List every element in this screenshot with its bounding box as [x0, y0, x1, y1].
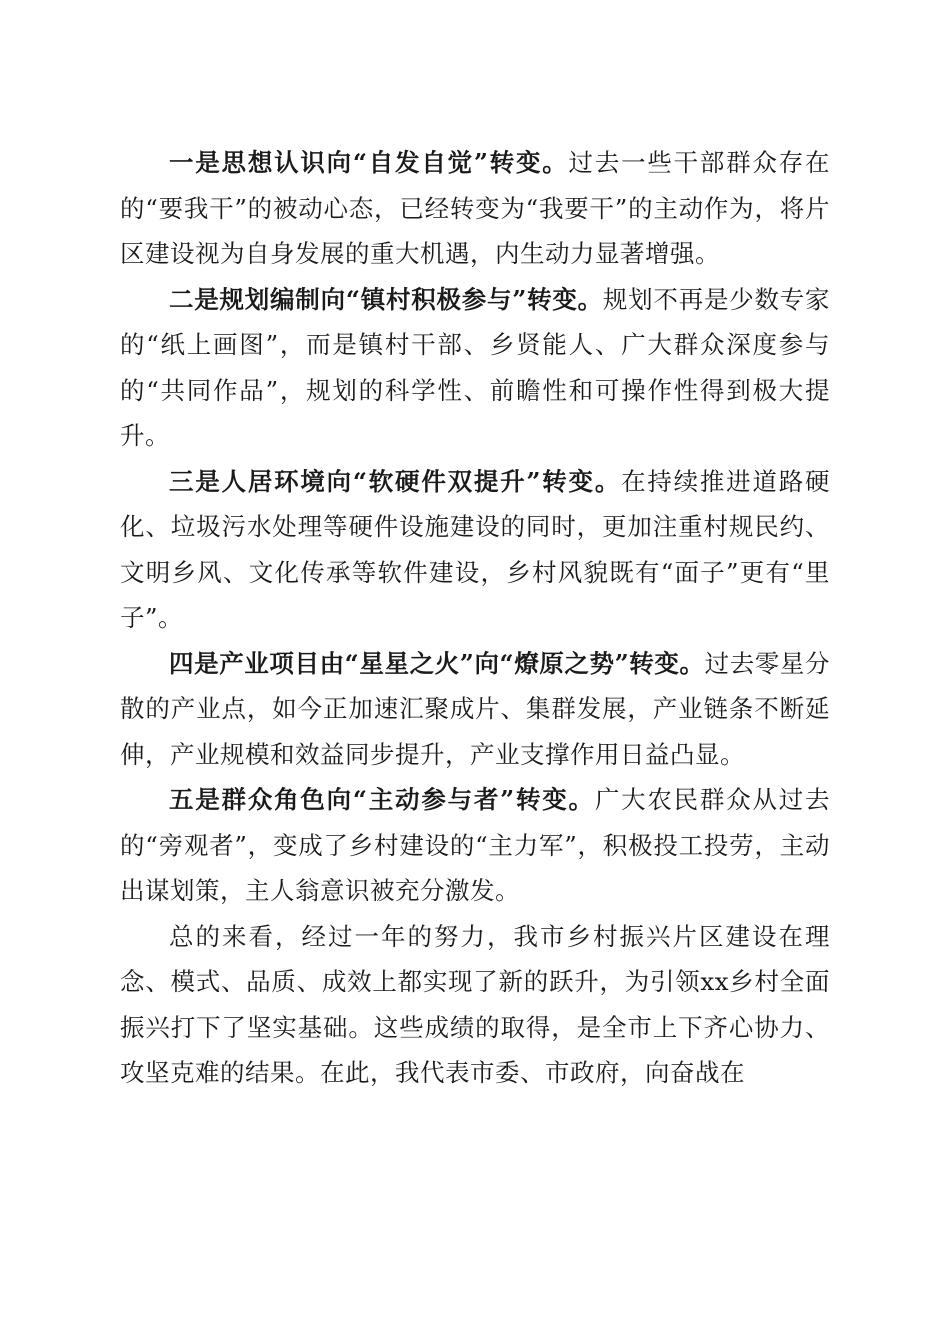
- paragraph-6: [120, 914, 830, 1096]
- paragraph-body: 过去一些干部群众存在的“要我干”的被动心态，已经转变为“我要干”的主动作为，将片区建设视为自身发展的重大机遇，内生动力显著增强。: [120, 148, 830, 268]
- paragraph-body: 总的来看，经过一年的努力，我市乡村振兴片区建设在理念、模式、品质、成效上都实现了新的跃升，为引领xx乡村全面振兴打下了坚实基础。这些成绩的取得，是全市上下齐心协力、攻坚克难的结果。在此，我代表市委、市政府，向奋战在: [120, 921, 830, 1087]
- paragraph-lead: 二是规划编制向“镇村积极参与”转变。: [169, 284, 603, 314]
- document-page: [120, 140, 830, 1096]
- paragraph-lead: 一是思想认识向“自发自觉”转变。: [169, 148, 569, 177]
- paragraph-4: [120, 641, 830, 778]
- paragraph-lead: 三是人居环境向“软硬件双提升”转变。: [169, 466, 622, 496]
- paragraph-2: [120, 277, 830, 459]
- paragraph-body: 在持续推进道路硬化、垃圾污水处理等硬件设施建设的同时，更加注重村规民约、文明乡风、文化传承等软件建设，乡村风貌既有“面子”更有“里子”。: [120, 466, 831, 632]
- paragraph-body: 广大农民群众从过去的“旁观者”，变成了乡村建设的“主力军”，积极投工投劳，主动出谋划策，主人翁意识被充分激发。: [120, 785, 831, 905]
- paragraph-3: [120, 459, 830, 641]
- paragraph-lead: 五是群众角色向“主动参与者”转变。: [169, 785, 595, 814]
- paragraph-body: 规划不再是少数专家的“纸上画图”，而是镇村干部、乡贤能人、广大群众深度参与的“共同作品”，规划的科学性、前瞻性和可操作性得到极大提升。: [120, 284, 831, 450]
- paragraph-body: 过去零星分散的产业点，如今正加速汇聚成片、集群发展，产业链条不断延伸，产业规模和效益同步提升，产业支撑作用日益凸显。: [120, 648, 830, 769]
- paragraph-5: [120, 777, 830, 914]
- paragraph-1: [120, 140, 830, 277]
- paragraph-lead: 四是产业项目由“星星之火”向“燎原之势”转变。: [169, 648, 705, 678]
